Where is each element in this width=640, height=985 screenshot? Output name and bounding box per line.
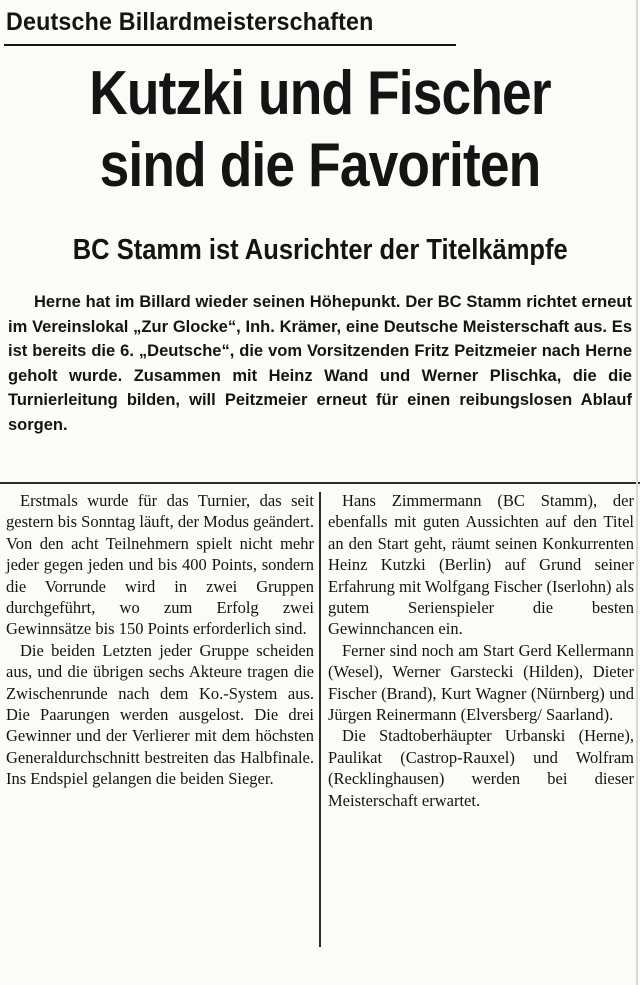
section-divider bbox=[0, 482, 640, 484]
headline-line-1: Kutzki und Fischer bbox=[89, 59, 551, 128]
clipping-edge bbox=[636, 0, 638, 985]
kicker-underline bbox=[4, 44, 456, 46]
left-paragraph-1: Erstmals wurde für das Turnier, das seit gestern bis Sonntag läuft, der Modus geändert. Von den acht Teilnehmern spielt nicht mehr jeder gegen jeden und bis 400 Points, sondern die Vorrunde wird in zwei Gruppen durchgeführt, wo zum Erfolg zwei Gewinnsätze bis 150 Points erforderlich sind. bbox=[6, 491, 314, 639]
lead-paragraph: Herne hat im Billard wieder seinen Höhepunkt. Der BC Stamm richtet erneut im Vereinslokal „Zur Glocke“, Inh. Krämer, eine Deutsche Meisterschaft aus. Es ist bereits die 6. „Deutsche“, die vom Vorsitzenden Fritz Peitzmeier nach Herne geholt wurde. Zusammen mit Heinz Wand und Werner Plischka, die die Turnierleitung bilden, will Peitzmeier erneut für einen reibungslosen Ablauf sorgen. bbox=[8, 293, 632, 434]
headline-line-2: sind die Favoriten bbox=[99, 131, 541, 200]
kicker-heading: Deutsche Billardmeisterschaften bbox=[6, 8, 374, 36]
left-column bbox=[6, 490, 314, 790]
left-paragraph-2: Die beiden Letzten jeder Gruppe scheiden aus, und die übrigen sechs Akteure tragen die Zwischenrunde nach dem Ko.-System aus. Die Paarungen werden ausgelost. Die drei Gewinner und der Verlierer mit dem höchsten Generaldurchschnitt bestreiten das Halbfinale. Ins Endspiel gelangen die beiden Sieger. bbox=[6, 640, 314, 789]
subheadline bbox=[0, 234, 640, 267]
headline bbox=[0, 58, 640, 202]
subheadline-text: BC Stamm ist Ausrichter der Titelkämpfe bbox=[72, 234, 568, 266]
right-paragraph-1: Hans Zimmermann (BC Stamm), der ebenfalls mit guten Aussichten auf den Titel an den Start geht, räumt seinen Konkurrenten Heinz Kutzki (Berlin) auf Grund seiner Erfahrung mit Wolfgang Fischer (Iserlohn) als gutem Serienspieler die besten Gewinnchancen ein. bbox=[328, 491, 634, 639]
column-divider bbox=[319, 492, 321, 947]
right-column bbox=[328, 490, 634, 811]
right-paragraph-2: Ferner sind noch am Start Gerd Kellermann (Wesel), Werner Garstecki (Hilden), Dieter Fischer (Brand), Kurt Wagner (Nürnberg) und Jürgen Reinermann (Elversberg/ Saarland). bbox=[328, 640, 634, 725]
right-paragraph-3: Die Stadtoberhäupter Urbanski (Herne), Paulikat (Castrop-Rauxel) und Wolfram (Recklinghausen) werden bei dieser Meisterschaft erwartet. bbox=[328, 726, 634, 810]
